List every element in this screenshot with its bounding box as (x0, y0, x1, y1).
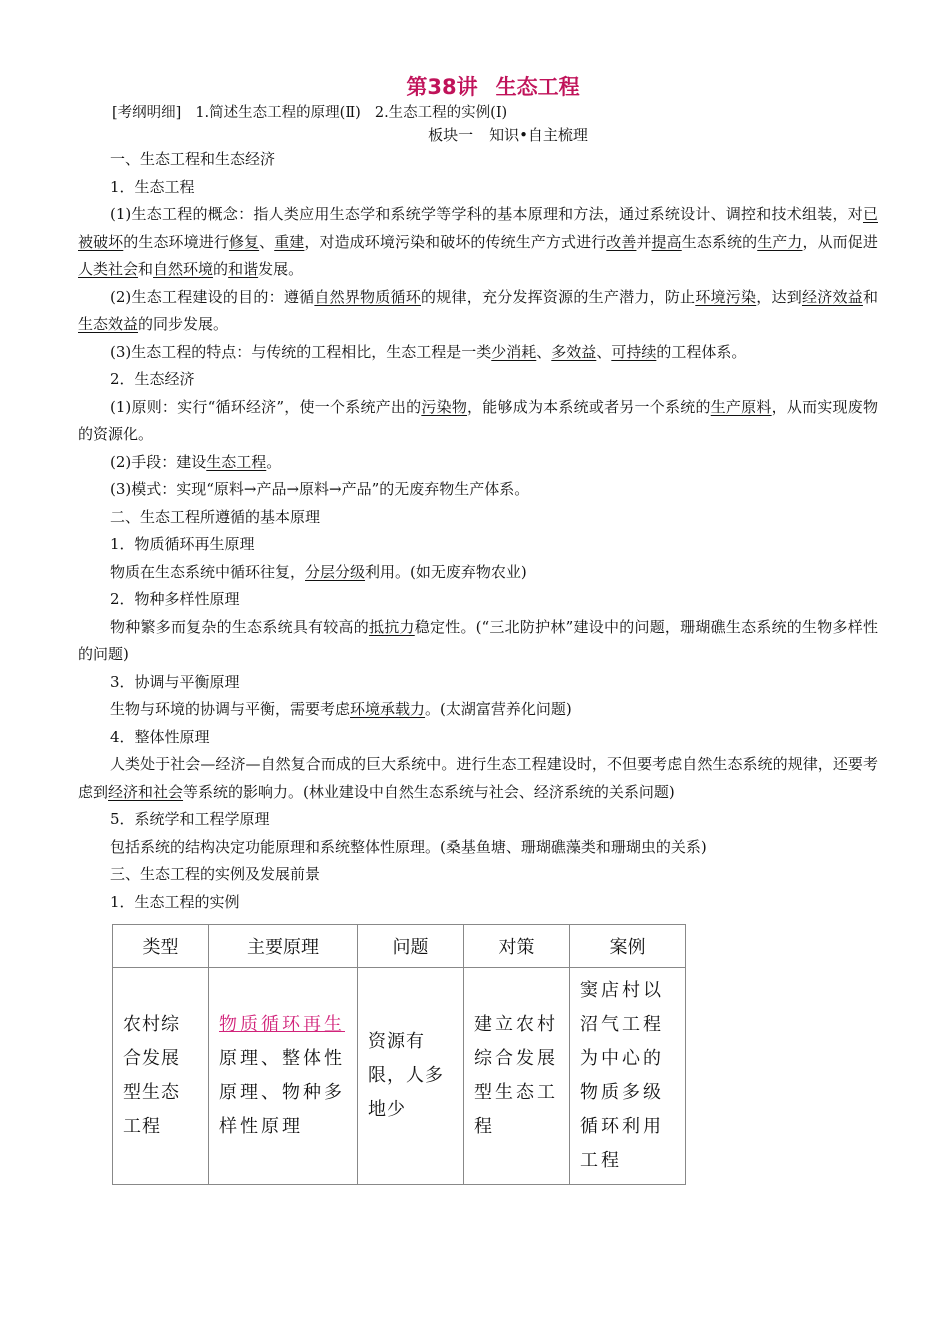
paragraph-text: (2)手段：建设 (110, 452, 207, 471)
underlined-answer: 经济效益 (801, 287, 863, 306)
subsection-heading: 1．物质循环再生原理 (110, 535, 255, 553)
underlined-answer: 环境承载力 (350, 700, 426, 718)
paragraph-text: 发展。 (258, 260, 304, 278)
underlined-answer: 重建 (274, 232, 305, 251)
paragraph-text: ，从而促进 (802, 232, 878, 251)
cell-principle (209, 968, 358, 1185)
underlined-answer: 和谐 (228, 260, 259, 278)
paragraph-text: 。(太湖富营养化问题) (425, 700, 572, 718)
paragraph-text: 物质在生态系统中循环往复， (110, 562, 306, 581)
paragraph-text: 的工程体系。 (656, 342, 747, 361)
paragraph (78, 751, 878, 806)
paragraph: 包括系统的结构决定功能原理和系统整体性原理。(桑基鱼塘、珊瑚礁藻类和珊瑚虫的关系) (110, 837, 707, 856)
underlined-answer: 可持续 (611, 342, 657, 361)
document-page (78, 72, 878, 1185)
block-title: 知识•自主梳理 (489, 126, 588, 144)
paragraph-text: 和 (138, 260, 154, 278)
paragraph (78, 559, 878, 587)
table-header: 案例 (570, 925, 686, 968)
paragraph-text: 生态系统的 (681, 232, 758, 251)
paragraph-text: 等系统的影响力。(林业建设中自然生态系统与社会、经济系统的关系问题) (183, 782, 675, 801)
paragraph (78, 696, 878, 724)
table-header-row (113, 925, 686, 968)
table-header: 主要原理 (209, 925, 358, 968)
cell-measure: 建立农村综合发展型生态工程 (464, 968, 570, 1185)
principle-rest: 原理、整体性原理、物种多样性原理 (219, 1048, 345, 1137)
underlined-answer: 抵抗力 (369, 617, 415, 636)
section-heading: 三、生态工程的实例及发展前景 (110, 865, 321, 883)
underlined-answer: 环境污染 (695, 287, 757, 306)
underlined-answer: 自然界物质循环 (314, 287, 422, 306)
underlined-answer: 提高 (651, 232, 682, 251)
table-header: 问题 (358, 925, 464, 968)
paragraph-text: 的同步发展。 (138, 315, 229, 333)
paragraph-text: 和 (862, 287, 878, 306)
syllabus-item: 1.简述生态工程的原理(Ⅱ) (195, 105, 361, 121)
paragraph-text: 、 (536, 342, 552, 361)
table-header: 类型 (113, 925, 209, 968)
section-heading: 一、生态工程和生态经济 (110, 150, 276, 168)
highlight-text: 物质循环再生 (219, 1014, 345, 1035)
table-header: 对策 (464, 925, 570, 968)
example-table (112, 924, 686, 1185)
paragraph-text: 稳定性。(“三北防护林”建设中的问题，珊瑚礁生态系统的生物多样性的问题) (78, 617, 878, 663)
underlined-answer: 污染物 (421, 397, 468, 416)
underlined-answer: 已被破坏 (78, 205, 878, 251)
paragraph-text: 的 (213, 260, 229, 278)
subsection-heading: 4．整体性原理 (110, 727, 210, 746)
lecture-number: 第38讲 (406, 75, 478, 99)
underlined-answer: 分层分级 (305, 562, 366, 581)
paragraph-text: ，能够成为本系统或者另一个系统的 (467, 397, 711, 416)
subsection-heading: 5．系统学和工程学原理 (110, 810, 270, 828)
underlined-answer: 人类社会 (78, 260, 139, 278)
paragraph (78, 201, 878, 284)
subsection-heading: 1．生态工程 (110, 177, 195, 196)
syllabus-tag: [考纲明细] (112, 105, 182, 121)
paragraph-text: (1)生态工程的概念：指人类应用生态学和系统学等学科的基本原理和方法，通过系统设计、调控和技术组装，对 (110, 205, 863, 223)
subsection-heading: 2．物种多样性原理 (110, 590, 240, 608)
underlined-answer: 生产力 (757, 232, 803, 251)
paragraph-text: 。 (266, 452, 282, 471)
paragraph (78, 449, 878, 477)
section-heading: 二、生态工程所遵循的基本原理 (110, 507, 321, 526)
subsection-heading: 2．生态经济 (110, 370, 195, 388)
paragraph-text: (2)生态工程建设的目的：遵循 (110, 287, 315, 306)
paragraph (78, 614, 878, 669)
paragraph-text: (3)生态工程的特点：与传统的工程相比，生态工程是一类 (110, 342, 492, 361)
paragraph-text: ，从而实现废物的资源化。 (78, 397, 878, 443)
underlined-answer: 生态工程 (206, 452, 267, 471)
subsection-heading: 1．生态工程的实例 (110, 892, 240, 911)
underlined-answer: 生态效益 (78, 315, 139, 333)
paragraph-text: 的生态环境进行 (123, 232, 229, 251)
underlined-answer: 改善 (606, 232, 637, 251)
block-heading (138, 124, 878, 146)
paragraph-text: 生物与环境的协调与平衡，需要考虑 (110, 700, 351, 718)
subsection-heading: 3．协调与平衡原理 (110, 672, 240, 691)
paragraph-text: ，对造成环境污染和破坏的传统生产方式进行 (304, 232, 607, 251)
underlined-answer: 经济和社会 (108, 782, 184, 801)
syllabus-item: 2.生态工程的实例(Ⅰ) (374, 105, 508, 121)
cell-problem: 资源有限，人多地少 (358, 968, 464, 1185)
paragraph-text: 的规律，充分发挥资源的生产潜力，防止 (421, 287, 696, 306)
paragraph-text: 、 (259, 232, 275, 251)
paragraph-text: 人类处于社会—经济—自然复合而成的巨大系统中。进行生态工程建设时，不但要考虑自然生态系统的规律，还要考虑到 (78, 755, 878, 801)
block-label: 板块一 (428, 126, 474, 144)
paragraph (78, 339, 878, 367)
underlined-answer: 生产原料 (710, 397, 772, 416)
paragraph-text: 物种繁多而复杂的生态系统具有较高的 (110, 617, 370, 636)
table-row (113, 968, 686, 1185)
paragraph-text: (1)原则：实行“循环经济”，使一个系统产出的 (110, 397, 422, 416)
paragraph-text: 并 (636, 232, 652, 251)
cell-case: 窦店村以沼气工程为中心的物质多级循环利用工程 (570, 968, 686, 1185)
paragraph-text: ，达到 (756, 287, 802, 306)
lecture-topic: 生态工程 (495, 75, 580, 99)
paragraph (78, 394, 878, 449)
paragraph-text: 、 (596, 342, 612, 361)
paragraph-text: 利用。(如无废弃物农业) (365, 562, 527, 581)
cell-type: 农村综合发展型生态工程 (113, 968, 209, 1185)
underlined-answer: 自然环境 (153, 260, 214, 278)
underlined-answer: 修复 (228, 232, 260, 251)
paragraph: (3)模式：实现“原料→产品→原料→产品”的无废弃物生产体系。 (110, 480, 530, 498)
underlined-answer: 少消耗 (491, 342, 537, 361)
underlined-answer: 多效益 (551, 342, 597, 361)
syllabus-line (112, 102, 878, 124)
paragraph (78, 284, 878, 339)
page-title (108, 72, 878, 102)
